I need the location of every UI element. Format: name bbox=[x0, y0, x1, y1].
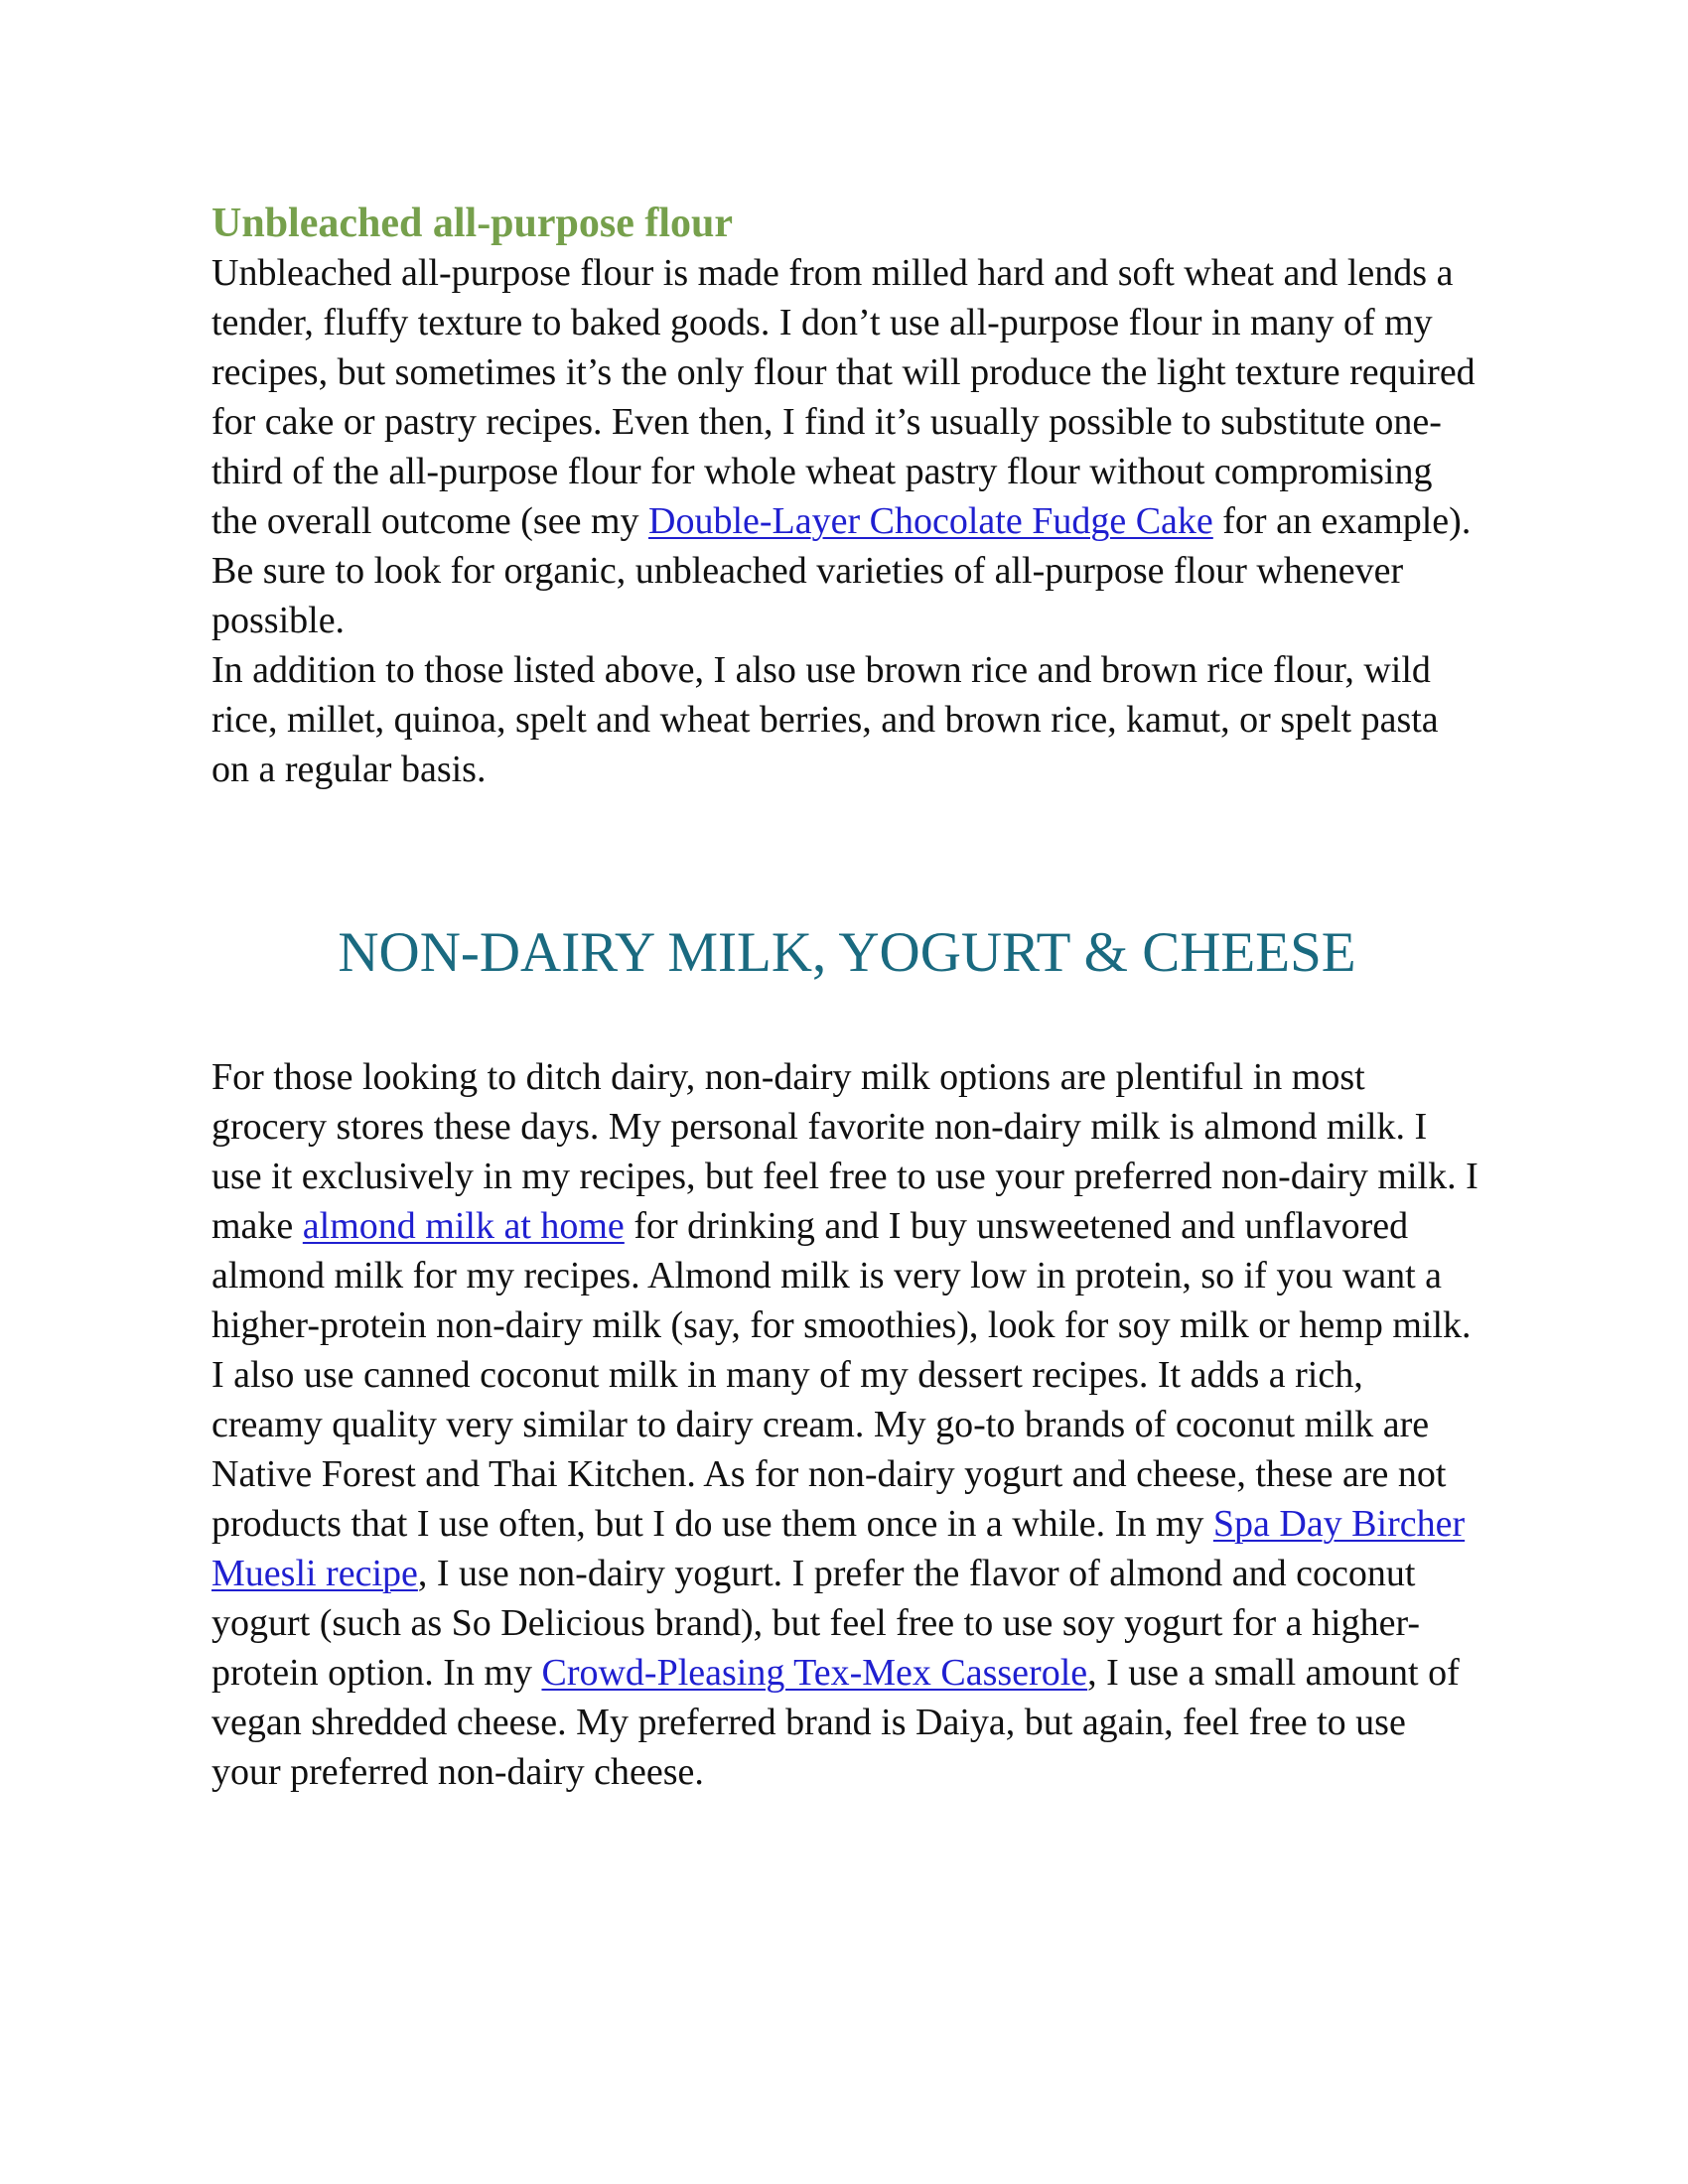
casserole-link[interactable]: Crowd-Pleasing Tex-Mex Casserole bbox=[541, 1652, 1088, 1694]
flour-text-1: Unbleached all-purpose flour is made from milled hard and soft wheat and lends a tender, fluffy texture to baked goods. I don’t use all-purpose flour in many of my recipes, but sometimes it’s the only flour that will produce the light texture required for cake or pastry recipes. Even then, I find it’s usually possible to substitute one-third of the all-purpose flour for whole wheat pastry flour without compromising the overall outcome (see my bbox=[211, 252, 1476, 542]
dairy-text-2: for drinking and I buy unsweetened and unflavored almond milk for my recipes. Almond milk is very low in protein, so if you want a higher-protein non-dairy milk (say, for smoothies), look for soy milk or hemp milk. I also use canned coconut milk in many of my dessert recipes. It adds a rich, creamy quality very similar to dairy cream. My go-to brands of coconut milk are Native Forest and Thai Kitchen. As for non-dairy yogurt and cheese, these are not products that I use often, but I do use them once in a while. In my bbox=[211, 1205, 1472, 1545]
grains-paragraph: In addition to those listed above, I also use brown rice and brown rice flour, wild rice, millet, quinoa, spelt and wheat berries, and brown rice, kamut, or spelt pasta on a regular basis. bbox=[211, 649, 1439, 790]
dairy-section bbox=[211, 1052, 1482, 1797]
dairy-text-3: , I use non-dairy yogurt. I prefer the flavor of almond and coconut yogurt (such as So Delicious brand), but feel free to use soy yogurt for a higher-protein option. In my bbox=[211, 1553, 1421, 1694]
flour-heading: Unbleached all-purpose flour bbox=[211, 201, 734, 246]
almond-milk-link[interactable]: almond milk at home bbox=[302, 1205, 625, 1247]
dairy-paragraph bbox=[211, 1052, 1482, 1797]
muesli-recipe-link[interactable]: Spa Day Bircher Muesli recipe bbox=[211, 1503, 1466, 1594]
chocolate-cake-link[interactable]: Double-Layer Chocolate Fudge Cake bbox=[648, 500, 1213, 542]
document-page bbox=[211, 199, 1482, 1793]
section-title: NON-DAIRY MILK, YOGURT & CHEESE bbox=[338, 921, 1356, 984]
flour-text-2: for an example). Be sure to look for organic, unbleached varieties of all-purpose flour whenever possible. bbox=[211, 500, 1472, 641]
dairy-text-1: For those looking to ditch dairy, non-dairy milk options are plentiful in most grocery stores these days. My personal favorite non-dairy milk is almond milk. I use it exclusively in my recipes, but feel free to use your preferred non-dairy milk. I make bbox=[211, 1056, 1478, 1247]
dairy-text-4: , I use a small amount of vegan shredded cheese. My preferred brand is Daiya, but again, feel free to use your preferred non-dairy cheese. bbox=[211, 1652, 1460, 1793]
flour-paragraph bbox=[211, 248, 1482, 645]
